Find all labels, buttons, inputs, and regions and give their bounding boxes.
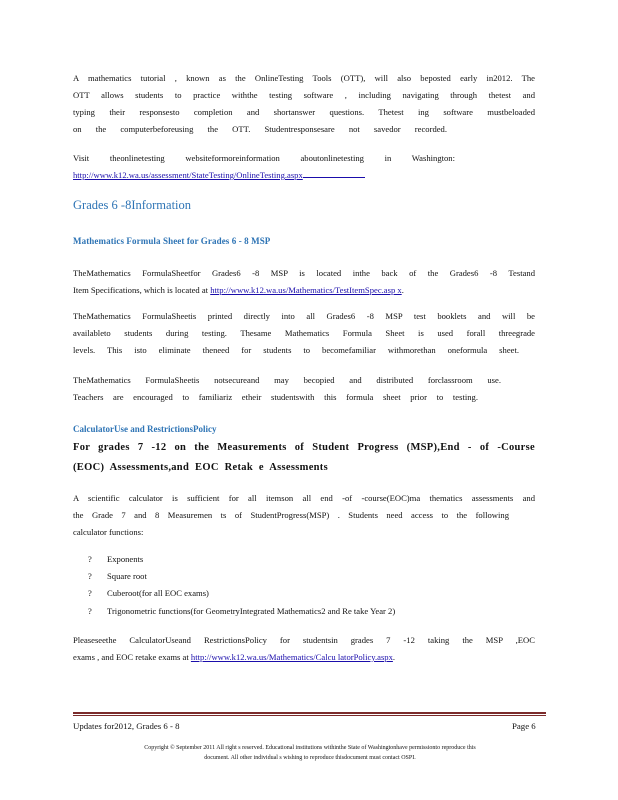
policy-line: Pleaseseethe CalculatorUseand RestrictionsPolicy for studentsin grades 7 -12 taking the MSP ,EOC: [73, 635, 535, 645]
sci-line: A scientific calculator is sufficient for all itemson all end -of -course(EOC)ma thematics assessments and: [73, 493, 535, 503]
formula-paragraph-1: [73, 265, 535, 299]
intro-line: typing their responsesto completion and shortanswer questions. Thetest ing software mustbeloaded: [73, 107, 535, 117]
list-item: [88, 603, 395, 620]
test-item-spec-link[interactable]: http://www.k12.wa.us/Mathematics/TestItemSpec.asp x: [210, 285, 402, 295]
bullet-marker: ?: [88, 605, 92, 616]
bullet-marker: ?: [88, 554, 92, 564]
intro-paragraph: [73, 70, 535, 138]
formula-p1-text: Item Specifications, which is located at: [73, 285, 209, 295]
list-item: [88, 551, 395, 568]
policy-line2: [73, 649, 535, 666]
list-item: [88, 568, 395, 585]
formula-p1-line: TheMathematics FormulaSheetfor Grades6 -8 MSP is located inthe back of the Grades6 -8 Testand: [73, 268, 535, 278]
calculator-functions-list: [88, 551, 395, 620]
page-number: Page 6: [512, 721, 536, 731]
policy-text: exams , and EOC retake exams at: [73, 652, 189, 662]
list-item-text: Cuberoot(for all EOC exams): [107, 588, 209, 599]
calculator-policy-link[interactable]: http://www.k12.wa.us/Mathematics/Calcu latorPolicy.aspx: [190, 652, 393, 662]
policy-end: .: [392, 652, 396, 662]
formula-paragraph-3: [73, 372, 535, 406]
sci-line: calculator functions:: [73, 527, 144, 537]
copyright-notice: [80, 743, 540, 763]
scientific-calculator-paragraph: [73, 490, 535, 541]
section-heading: Grades 6 -8Information: [73, 198, 192, 212]
bullet-marker: ?: [88, 588, 92, 599]
visit-text: Visit theonlinetesting websiteformoreinformation aboutonlinetesting in Washington:: [73, 153, 455, 163]
intro-line: OTT allows students to practice withthe testing software , including navigating through thetest and: [73, 90, 535, 100]
footer-divider: [73, 712, 546, 714]
list-item-text: Trigonometric functions(for GeometryIntegrated Mathematics2 and Re take Year 2): [107, 605, 396, 616]
formula-p3-line: TheMathematics FormulaSheetis notsecureand may becopied and distributed forclassroom use.: [73, 375, 501, 385]
list-item-text: Square root: [107, 571, 147, 582]
copyright-line: document. All other individual s wishing to reproduce thisdocument must contact OSPI.: [204, 755, 416, 761]
formula-paragraph-2: [73, 308, 535, 359]
bullet-marker: ?: [88, 571, 92, 582]
link-underline-extension: [303, 167, 365, 178]
policy-paragraph: [73, 632, 535, 666]
intro-line: on the computerbeforeusing the OTT. Studentresponsesare not savedor recorded.: [73, 124, 447, 134]
formula-p2-line: levels. This isto eliminate theneed for students to becomefamiliar withmorethan oneformula sheet.: [73, 345, 519, 355]
calculator-policy-heading: CalculatorUse and RestrictionsPolicy: [73, 424, 217, 434]
footer-title: Updates for2012, Grades 6 - 8: [73, 721, 180, 731]
footer-divider-thin: [73, 715, 546, 716]
formula-p2-line: TheMathematics FormulaSheetis printed directly into all Grades6 -8 MSP test booklets and will be: [73, 311, 535, 321]
eoc-heading-line: (EOC) Assessments,and EOC Retak e Assessments: [73, 462, 328, 473]
formula-p1-line2: [73, 282, 535, 299]
online-testing-link[interactable]: http://www.k12.wa.us/assessment/StateTesting/OnlineTesting.aspx: [73, 170, 303, 180]
formula-p1-end: .: [401, 285, 404, 295]
formula-p2-line: availableto students during testing. Thesame Mathematics Formula Sheet is used forall threegrade: [73, 328, 535, 338]
list-item-text: Exponents: [107, 554, 144, 564]
eoc-heading-line: For grades 7 -12 on the Measurements of Student Progress (MSP),End - of -Course: [73, 442, 535, 453]
intro-line: A mathematics tutorial , known as the OnlineTesting Tools (OTT), will also beposted early in2012. The: [73, 73, 535, 83]
visit-paragraph: [73, 150, 535, 184]
formula-sheet-heading: Mathematics Formula Sheet for Grades 6 - 8 MSP: [73, 236, 271, 246]
sci-line: the Grade 7 and 8 Measuremen ts of StudentProgress(MSP) . Students need access to the following: [73, 510, 509, 520]
formula-p3-line: Teachers are encouraged to familiariz etheir studentswith this formula sheet prior to testing.: [73, 392, 478, 402]
eoc-heading: [73, 438, 535, 478]
list-item: [88, 585, 395, 602]
copyright-line: Copyright © September 2011 All right s reserved. Educational institutions withinthe State of Washingtonhave permissionto reproduce this: [144, 745, 476, 751]
